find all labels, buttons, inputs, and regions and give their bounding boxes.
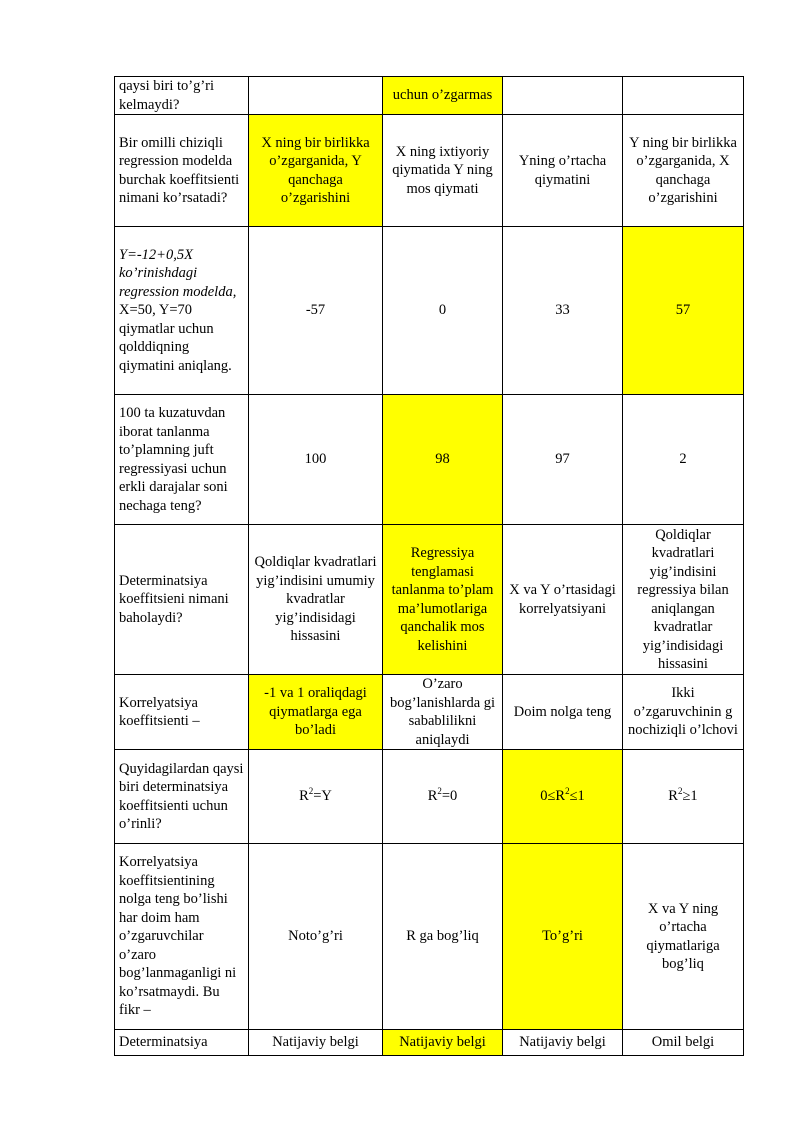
option-c-cell: 33 — [503, 227, 623, 395]
option-c-cell: Doim nolga teng — [503, 675, 623, 750]
table-row — [115, 77, 744, 115]
table-row — [115, 227, 744, 395]
question-cell — [115, 227, 249, 395]
question-cell: Determinatsiya — [115, 1030, 249, 1056]
option-d-cell: Omil belgi — [623, 1030, 744, 1056]
option-a-cell-correct: -1 va 1 oraliqdagi qiymatlarga ega bo’ladi — [249, 675, 383, 750]
option-d-cell — [623, 77, 744, 115]
table-row — [115, 115, 744, 227]
option-d-cell: Y ning bir birlikka o’zgarganida, X qanchaga o’zgarishini — [623, 115, 744, 227]
option-d-cell: X va Y ning o’rtacha qiymatlariga bog’liq — [623, 844, 744, 1030]
option-d-cell: $R^2\ge 1$ — [623, 750, 744, 844]
option-b-cell: R ga bog’liq — [383, 844, 503, 1030]
quiz-table — [114, 76, 744, 1056]
option-d-cell-correct: 57 — [623, 227, 744, 395]
regression-equation-text: Y=-12+0,5X ko’rinishdagi regression modelda, — [119, 246, 237, 300]
table-row — [115, 1030, 744, 1056]
option-b-cell-correct: Regressiya tenglamasi tanlanma to’plam ma’lumotlariga qanchalik mos kelishini — [383, 525, 503, 675]
option-a-cell: Natijaviy belgi — [249, 1030, 383, 1056]
question-cell: 100 ta kuzatuvdan iborat tanlanma to’plamning juft regressiyasi uchun erkli darajalar soni nechaga teng? — [115, 395, 249, 525]
option-b-cell-correct: 98 — [383, 395, 503, 525]
option-a-cell: Noto’g’ri — [249, 844, 383, 1030]
option-c-cell — [503, 77, 623, 115]
option-d-cell: Ikki o’zgaruvchinin g nochiziqli o’lchovi — [623, 675, 744, 750]
option-a-cell: 100 — [249, 395, 383, 525]
option-a-cell: $R^2=Y$ — [249, 750, 383, 844]
option-c-cell-correct: $0\le R^2\le 1$ — [503, 750, 623, 844]
option-c-cell: Natijaviy belgi — [503, 1030, 623, 1056]
option-b-cell: X ning ixtiyoriy qiymatida Y ning mos qiymati — [383, 115, 503, 227]
option-b-cell-correct: Natijaviy belgi — [383, 1030, 503, 1056]
option-c-cell-correct: To’g’ri — [503, 844, 623, 1030]
option-b-cell: $R^2=0$ — [383, 750, 503, 844]
question-cell: qaysi biri to’g’ri kelmaydi? — [115, 77, 249, 115]
option-b-cell-correct: uchun o’zgarmas — [383, 77, 503, 115]
table-row — [115, 750, 744, 844]
table-row — [115, 675, 744, 750]
option-b-cell: O’zaro bog’lanishlarda gi sabablilikni aniqlaydi — [383, 675, 503, 750]
question-cell: Korrelyatsiya koeffitsienti – — [115, 675, 249, 750]
option-a-cell: -57 — [249, 227, 383, 395]
question-cell: Quyidagilardan qaysi biri determinatsiya koeffitsienti uchun o’rinli? — [115, 750, 249, 844]
question-cell: Bir omilli chiziqli regression modelda burchak koeffitsienti nimani ko’rsatadi? — [115, 115, 249, 227]
option-c-cell: 97 — [503, 395, 623, 525]
option-c-cell: X va Y o’rtasidagi korrelyatsiyani — [503, 525, 623, 675]
table-row — [115, 844, 744, 1030]
question-text: X=50, Y=70 qiymatlar uchun qolddiqning qiymatini aniqlang. — [119, 302, 232, 374]
option-a-cell-correct: X ning bir birlikka o’zgarganida, Y qanchaga o’zgarishini — [249, 115, 383, 227]
option-d-cell: 2 — [623, 395, 744, 525]
option-c-cell: Yning o’rtacha qiymatini — [503, 115, 623, 227]
question-cell: Determinatsiya koeffitsieni nimani baholaydi? — [115, 525, 249, 675]
option-a-cell — [249, 77, 383, 115]
option-a-cell: Qoldiqlar kvadratlari yig’indisini umumiy kvadratlar yig’indisidagi hissasini — [249, 525, 383, 675]
option-d-cell: Qoldiqlar kvadratlari yig’indisini regressiya bilan aniqlangan kvadratlar yig’indisidagi hissasini — [623, 525, 744, 675]
table-row — [115, 395, 744, 525]
question-cell: Korrelyatsiya koeffitsientining nolga teng bo’lishi har doim ham o’zgaruvchilar o’zaro bog’lanmaganligi ni ko’rsatmaydi. Bu fikr – — [115, 844, 249, 1030]
option-b-cell: 0 — [383, 227, 503, 395]
table-row — [115, 525, 744, 675]
